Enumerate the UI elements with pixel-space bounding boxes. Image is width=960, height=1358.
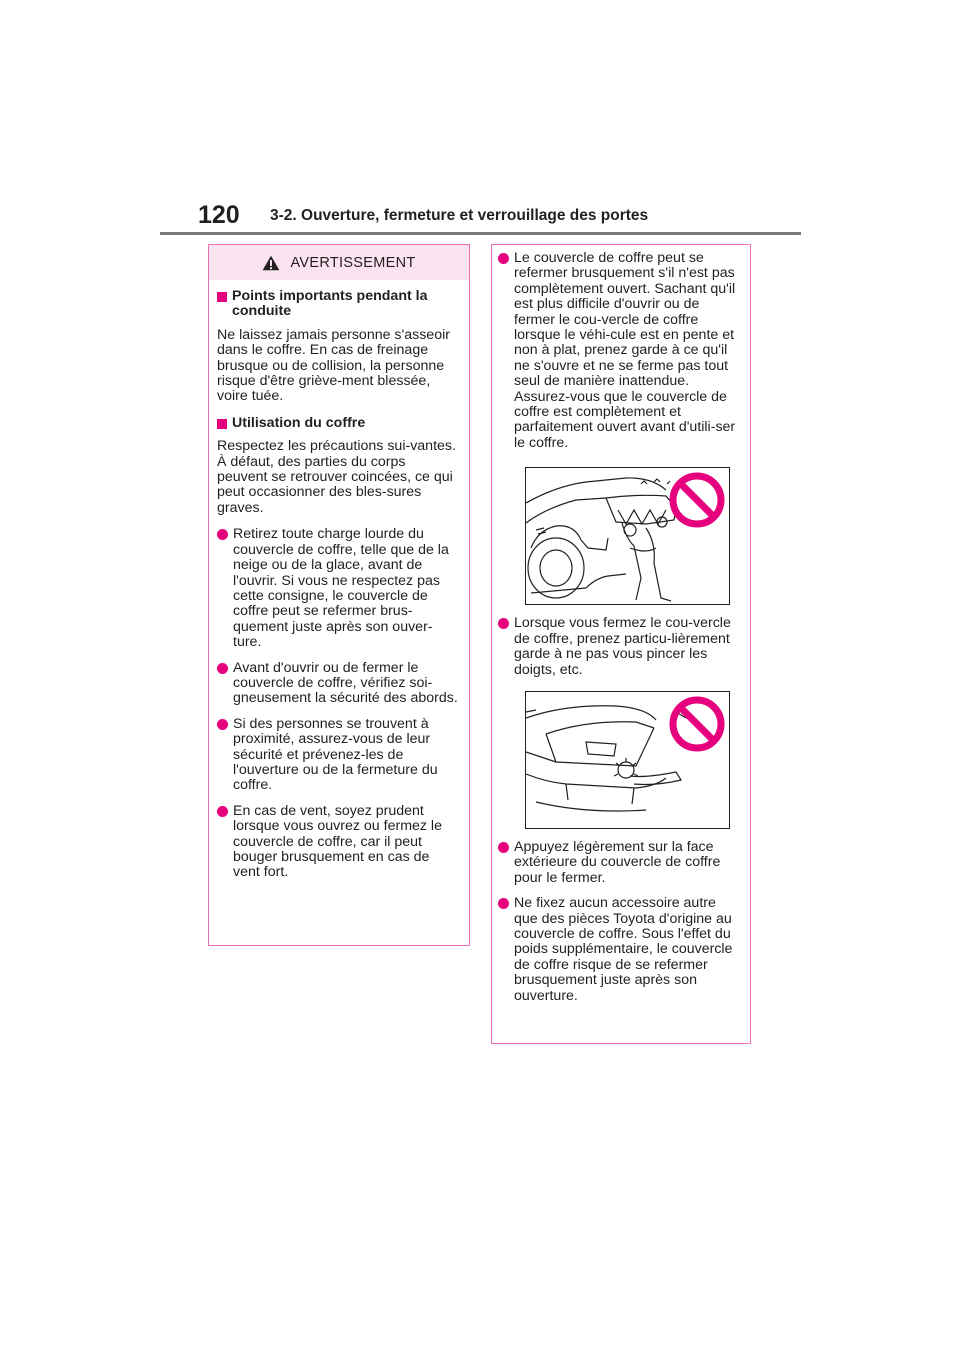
- prohibition-icon: [668, 695, 726, 753]
- list-item: [217, 717, 458, 794]
- list-item: [217, 804, 458, 881]
- warning-box-left: [208, 244, 470, 946]
- warning-content-right: [492, 245, 750, 1004]
- list-item-text: Appuyez légèrement sur la face extérieure du couvercle de coffre pour le fermer.: [514, 838, 721, 886]
- list-item-text: Retirez toute charge lourde du couvercle de coffre, telle que de la neige ou de la glace, avant de l'ouvrir. Si vous ne respectez pas cette consigne, le couvercle de coffre peut se refermer brus-quement juste après son ouver-ture.: [233, 526, 449, 651]
- list-item-text: Si des personnes se trouvent à proximité, assurez-vous de leur sécurité et prévenez-les de l'ouverture ou de la fermeture du coffre.: [233, 715, 438, 794]
- list-item: [498, 251, 742, 451]
- list-item-text: Avant d'ouvrir ou de fermer le couvercle de coffre, vérifiez soi-gneusement la sécurité des abords.: [233, 659, 458, 707]
- header-divider: [160, 232, 801, 235]
- section-heading: [217, 289, 458, 320]
- list-item: [217, 527, 458, 650]
- warning-box-right: [491, 244, 751, 1044]
- list-item-text: En cas de vent, soyez prudent lorsque vous ouvrez ou fermez le couvercle de coffre, car il peut bouger brusquement en cas de vent fort.: [233, 802, 442, 881]
- illustration-trunk-closing-on-person: [525, 467, 730, 605]
- chapter-title: 3-2. Ouverture, fermeture et verrouillage des portes: [270, 207, 649, 224]
- warning-triangle-icon: [262, 255, 280, 271]
- illustration-fingers-pinched: [525, 691, 730, 829]
- bullet-dot-icon: [217, 806, 228, 817]
- square-bullet-icon: [217, 292, 227, 302]
- bullet-dot-icon: [498, 253, 509, 264]
- list-item: [498, 896, 742, 1004]
- bullet-dot-icon: [498, 898, 509, 909]
- list-item-text: Le couvercle de coffre peut se refermer brusquement s'il n'est pas complètement ouvert. Sachant qu'il est plus difficile d'ouvrir ou de fermer le cou-vercle de coffre lorsque le véhi-cule est en pente et non à plat, prenez garde à ce qu'il ne s'ouvre et ne se ferme pas tout seul de manière inattendue. Assurez-vous que le couvercle de coffre est complètement et parfaitement ouvert avant d'utili-ser le coffre.: [514, 250, 736, 451]
- bullet-dot-icon: [217, 529, 228, 540]
- square-bullet-icon: [217, 419, 227, 429]
- list-item: [498, 616, 742, 678]
- list-item-text: Ne fixez aucun accessoire autre que des pièces Toyota d'origine au couvercle de coffre. Sous l'effet du poids supplémentaire, le couvercle de coffre risque de se refermer brusquement juste après son ouverture.: [514, 895, 733, 1004]
- section-heading-text: Points importants pendant la conduite: [232, 288, 428, 320]
- list-item: [498, 840, 742, 886]
- section-heading: [217, 416, 458, 431]
- section-paragraph: Ne laissez jamais personne s'asseoir dans le coffre. En cas de freinage brusque ou de collision, la personne risque d'être griève-ment blessée, voire tuée.: [217, 326, 450, 405]
- bullet-dot-icon: [217, 719, 228, 730]
- page-number: 120: [198, 201, 240, 229]
- bullet-dot-icon: [498, 842, 509, 853]
- section-paragraph: Respectez les précautions sui-vantes. À défaut, des parties du corps peuvent se retrouver coincées, ce qui peut occasionner des bles-sures graves.: [217, 438, 456, 516]
- warning-label: AVERTISSEMENT: [290, 254, 416, 271]
- warning-header: [209, 245, 469, 280]
- list-item-text: Lorsque vous fermez le cou-vercle de coffre, prenez particu-lièrement garde à ne pas vous pincer les doigts, etc.: [514, 615, 731, 678]
- bullet-dot-icon: [217, 663, 228, 674]
- prohibition-icon: [668, 471, 726, 529]
- warning-content-left: [209, 289, 469, 881]
- list-item: [217, 661, 458, 707]
- section-heading-text: Utilisation du coffre: [232, 414, 366, 431]
- bullet-dot-icon: [498, 618, 509, 629]
